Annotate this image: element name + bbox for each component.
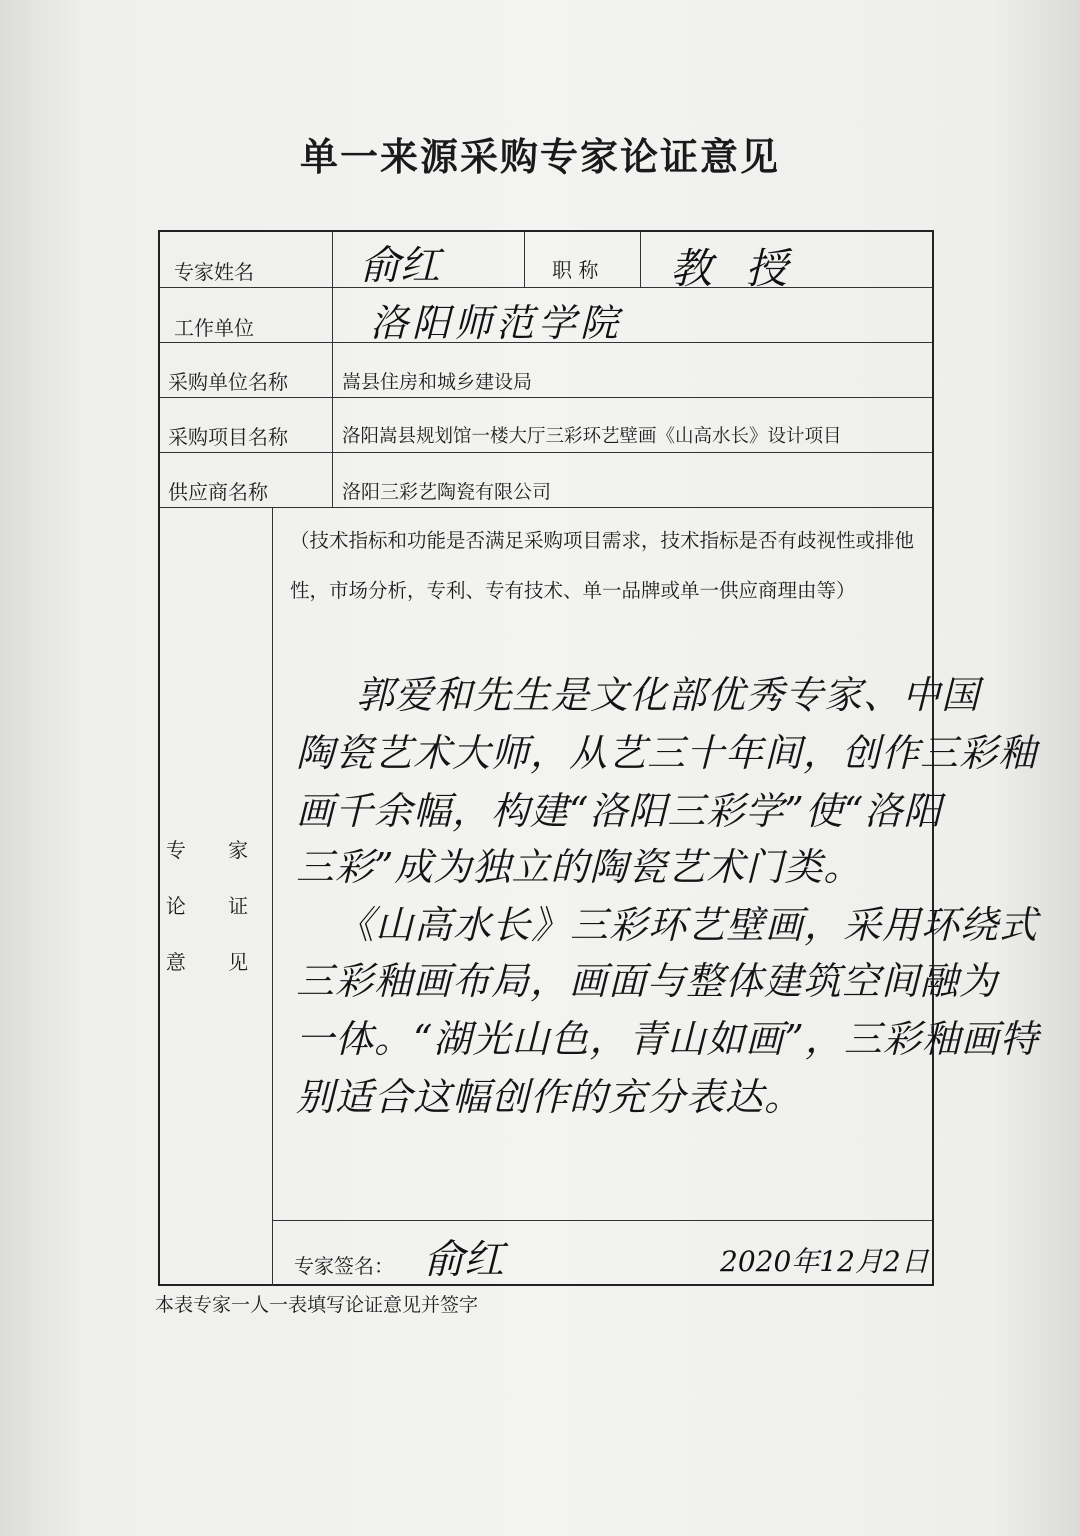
- opinion-guide-text: （技术指标和功能是否满足采购项目需求，技术指标是否有歧视性或排他性，市场分析，专利、专有技术、单一品牌或单一供应商理由等）: [290, 529, 915, 602]
- signature-label: 专家签名：: [294, 1254, 394, 1278]
- opinion-section-label: [160, 822, 272, 990]
- opinion-line: 陶瓷艺术大师，从艺三十年间，创作三彩釉: [296, 731, 1038, 775]
- purchaser-value: 嵩县住房和城乡建设局: [342, 371, 533, 393]
- opinion-line: 画千余幅，构建“洛阳三彩学”使“洛阳: [296, 789, 943, 833]
- row-divider: [160, 452, 932, 453]
- footnote: 本表专家一人一表填写论证意见并签字: [155, 1294, 479, 1316]
- column-divider: [524, 232, 525, 287]
- opinion-line: 别适合这幅创作的充分表达。: [296, 1075, 804, 1119]
- row-divider: [160, 397, 932, 398]
- row-divider: [160, 287, 932, 288]
- job-title-value: 教 授: [670, 244, 798, 293]
- expert-name-label: 专家姓名: [174, 260, 254, 284]
- opinion-label-line: 论 证: [165, 894, 267, 918]
- opinion-label-line: 专 家: [165, 838, 267, 862]
- signature-date: 2020年12月2日: [720, 1245, 929, 1278]
- row-divider: [160, 507, 932, 508]
- opinion-label-line: 意 见: [165, 950, 267, 974]
- opinion-line: 三彩”成为独立的陶瓷艺术门类。: [296, 845, 863, 889]
- column-divider: [332, 232, 333, 507]
- supplier-value: 洛阳三彩艺陶瓷有限公司: [342, 481, 552, 503]
- opinion-line: 三彩釉画布局，画面与整体建筑空间融为: [296, 959, 999, 1003]
- opinion-line: 郭爱和先生是文化部优秀专家、中国: [356, 673, 981, 717]
- work-unit-value: 洛阳师范学院: [370, 301, 623, 345]
- expert-name-value: 俞红: [360, 243, 440, 289]
- column-divider: [272, 507, 273, 1286]
- project-value: 洛阳嵩县规划馆一楼大厅三彩环艺壁画《山高水长》设计项目: [342, 426, 842, 447]
- opinion-line: 《山高水长》三彩环艺壁画，采用环绕式: [336, 903, 1039, 947]
- row-divider: [272, 1220, 932, 1221]
- signature-value: 俞红: [424, 1237, 504, 1283]
- opinion-line: 一体。“湖光山色，青山如画”，三彩釉画特: [296, 1017, 1039, 1061]
- job-title-label: 职 称: [552, 258, 599, 282]
- document-title: 单一来源采购专家论证意见: [299, 135, 780, 179]
- column-divider: [640, 232, 641, 287]
- form-table: [158, 230, 1039, 1286]
- purchaser-label: 采购单位名称: [168, 370, 288, 394]
- supplier-label: 供应商名称: [168, 480, 268, 504]
- work-unit-label: 工作单位: [174, 316, 254, 340]
- project-label: 采购项目名称: [168, 425, 288, 449]
